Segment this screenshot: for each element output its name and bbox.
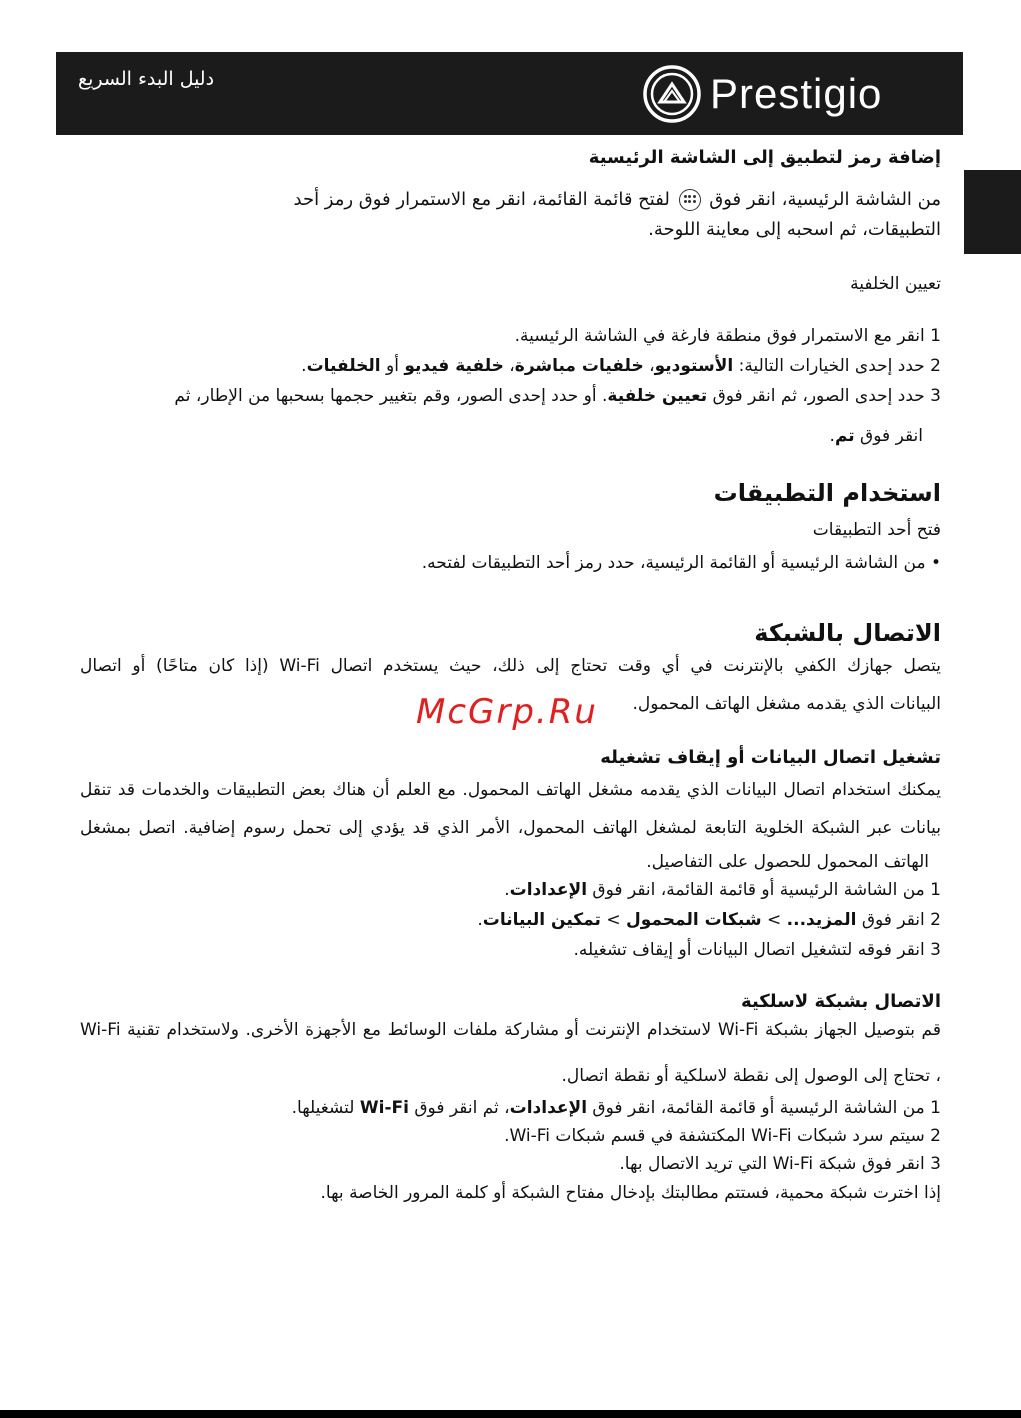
s6-line1: قم بتوصيل الجهاز بشبكة Wi-Fi لاستخدام الإنترنت أو مشاركة ملفات الوسائط مع الأجهزة الأخرى. ولاستخدام تقنية Wi-Fi [80,1020,941,1040]
s5-item3: 3 انقر فوقه لتشغيل اتصال البيانات أو إيقاف تشغيله. [573,940,941,960]
s1-line1-end: لفتح قائمة القائمة، انقر مع الاستمرار فوق رمز أحد [293,189,670,210]
s1-line1 [294,188,942,212]
apps-grid-icon [679,189,701,211]
s2-item2: 2 حدد إحدى الخيارات التالية: الأستوديو، خلفيات مباشرة، خلفية فيديو أو الخلفيات. [301,356,941,376]
s4-title: الاتصال بالشبكة [754,619,941,647]
s6-item2: 2 سيتم سرد شبكات Wi-Fi المكتشفة في قسم شبكات Wi-Fi. [504,1126,941,1146]
header-title: دليل البدء السريع [78,68,215,90]
side-tab [964,170,1021,254]
s2-item1: 1 انقر مع الاستمرار فوق منطقة فارغة في الشاشة الرئيسية. [514,326,941,346]
s6-item1: 1 من الشاشة الرئيسية أو قائمة القائمة، انقر فوق الإعدادات، ثم انقر فوق Wi-Fi لتشغيلها. [291,1098,941,1118]
s5-item2: 2 انقر فوق المزيد... > شبكات المحمول > تمكين البيانات. [477,910,941,930]
brand-name: Prestigio [710,70,883,117]
s2-item3-cont: انقر فوق تم. [829,426,923,446]
s2-title: تعيين الخلفية [850,274,941,294]
s5-line3: الهاتف المحمول للحصول على التفاصيل. [646,852,929,872]
brand-logo [642,64,882,124]
bottom-rule [0,1410,1021,1418]
s1-line1-start: من الشاشة الرئيسية، انقر فوق [709,189,941,210]
s6-line2: ، تحتاج إلى الوصول إلى نقطة لاسلكية أو نقطة اتصال. [561,1066,941,1086]
s6-note: إذا اخترت شبكة محمية، فستتم مطالبتك بإدخال مفتاح الشبكة أو كلمة المرور الخاصة بها. [320,1183,941,1203]
s6-item3: 3 انقر فوق شبكة Wi-Fi التي تريد الاتصال بها. [619,1154,941,1174]
s5-item1: 1 من الشاشة الرئيسية أو قائمة القائمة، انقر فوق الإعدادات. [504,880,941,900]
s3-bullet: • من الشاشة الرئيسية أو القائمة الرئيسية، حدد رمز أحد التطبيقات لفتحه. [421,553,941,573]
watermark: McGrp.Ru [416,692,598,732]
s5-line2: بيانات عبر الشبكة الخلوية التابعة لمشغل الهاتف المحمول، الأمر الذي قد يؤدي إلى تحمل رسوم إضافية. اتصل بمشغل [80,818,941,838]
prestigio-emblem-icon [642,64,702,124]
s3-title: استخدام التطبيقات [713,479,941,507]
page-header [56,52,963,135]
s2-item3: 3 حدد إحدى الصور، ثم انقر فوق تعيين خلفية. أو حدد إحدى الصور، وقم بتغيير حجمها بسحبها من الإطار، ثم [174,386,941,406]
s1-line2: التطبيقات، ثم اسحبه إلى معاينة اللوحة. [648,219,941,240]
s5-title: تشغيل اتصال البيانات أو إيقاف تشغيله [600,747,941,768]
s3-subtitle: فتح أحد التطبيقات [812,520,941,540]
s5-line1: يمكنك استخدام اتصال البيانات الذي يقدمه مشغل الهاتف المحمول. مع العلم أن هناك بعض التطبيقات والخدمات قد تنقل [80,780,941,800]
s6-title: الاتصال بشبكة لاسلكية [741,991,941,1012]
s4-line1: يتصل جهازك الكفي بالإنترنت في أي وقت تحتاج إلى ذلك، حيث يستخدم اتصال Wi-Fi (إذا كان متاحًا) أو اتصال [80,656,942,676]
s1-title: إضافة رمز لتطبيق إلى الشاشة الرئيسية [588,147,941,168]
s4-line2: البيانات الذي يقدمه مشغل الهاتف المحمول. [632,694,941,714]
